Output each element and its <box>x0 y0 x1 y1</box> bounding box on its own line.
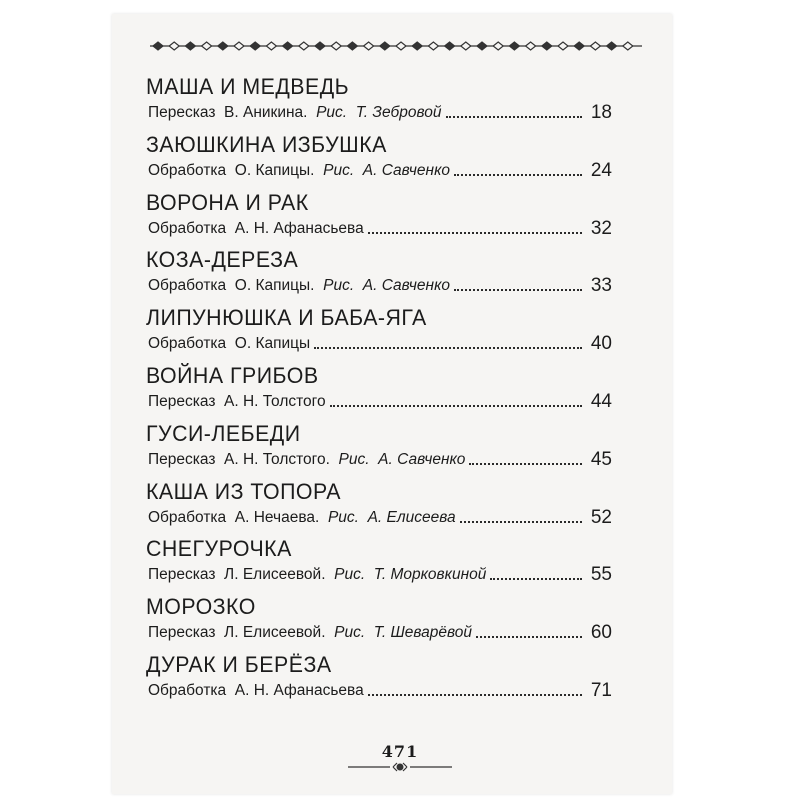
entry-page-number: 18 <box>590 102 612 123</box>
entry-page-number: 32 <box>590 217 612 239</box>
entry-credit-line <box>148 508 588 528</box>
entry-credit-line <box>148 276 588 296</box>
entry-credit: Обработка О. Капицы. <box>148 277 324 295</box>
dot-leader <box>368 232 582 234</box>
entry-title: ВОРОНА И РАК <box>146 189 309 215</box>
dot-leader <box>368 694 582 696</box>
dot-leader <box>454 289 582 291</box>
entry-credit: Пересказ В. Аникина. <box>148 104 317 121</box>
entry-page-number: 71 <box>590 680 612 701</box>
entry-illustrator: Рис. А. Савченко <box>323 161 451 179</box>
entry-page-number: 60 <box>590 622 612 644</box>
entry-illustrator: Рис. А. Савченко <box>323 277 451 295</box>
entry-page-number: 33 <box>590 275 612 297</box>
entry-credit-line <box>148 565 588 585</box>
entry-title: ЗАЮШКИНА ИЗБУШКА <box>146 131 387 157</box>
entry-page-number: 55 <box>590 564 612 586</box>
entry-page-number: 44 <box>590 391 612 412</box>
entry-credit: Пересказ А. Н. Толстого. <box>148 450 339 468</box>
page-number: 471 <box>381 742 419 761</box>
entry-credit: Обработка А. Нечаева. <box>148 508 328 526</box>
entry-title: СНЕГУРОЧКА <box>146 536 292 562</box>
entry-credit: Обработка А. Н. Афанасьева <box>148 682 364 699</box>
entry-title: КАША ИЗ ТОПОРА <box>146 478 341 504</box>
dot-leader <box>314 347 582 349</box>
entry-credit-line <box>148 161 588 181</box>
footer-ornament-icon <box>340 760 460 774</box>
entry-credit-line <box>148 623 588 643</box>
dot-leader <box>490 578 582 580</box>
entry-credit-line <box>148 103 588 123</box>
entry-title: КОЗА-ДЕРЕЗА <box>146 247 299 273</box>
dot-leader <box>476 636 582 638</box>
entry-title: ВОЙНА ГРИБОВ <box>146 363 319 388</box>
dot-leader <box>330 405 582 407</box>
entry-credit: Пересказ Л. Елисеевой. <box>148 566 335 584</box>
entry-page-number: 40 <box>590 333 612 355</box>
entry-illustrator: Рис. А. Елисеева <box>327 508 456 526</box>
header-ornament-icon <box>150 38 642 54</box>
entry-page-number: 24 <box>590 159 612 181</box>
dot-leader <box>469 463 582 465</box>
entry-illustrator: Рис. Т. Зебровой <box>316 104 442 121</box>
entry-title: ДУРАК И БЕРЁЗА <box>146 652 332 677</box>
entry-credit-line <box>148 681 588 701</box>
entry-credit: Обработка О. Капицы <box>148 335 311 353</box>
entry-illustrator: Рис. Т. Шеварёвой <box>334 624 472 642</box>
entry-illustrator: Рис. А. Савченко <box>338 450 466 468</box>
entry-credit-line <box>148 219 588 239</box>
entry-credit: Обработка А. Н. Афанасьева <box>148 219 364 237</box>
entry-title: МОРОЗКО <box>146 594 256 620</box>
entry-credit-line <box>148 450 588 470</box>
entry-illustrator: Рис. Т. Морковкиной <box>334 566 487 584</box>
dot-leader <box>460 521 582 523</box>
entry-title: ГУСИ-ЛЕБЕДИ <box>146 420 301 446</box>
entry-credit: Пересказ А. Н. Толстого <box>148 393 326 410</box>
entry-title: ЛИПУНЮШКА И БАБА-ЯГА <box>146 305 427 331</box>
entry-credit-line <box>148 392 588 412</box>
entry-title: МАША И МЕДВЕДЬ <box>146 74 350 99</box>
entry-credit-line <box>148 334 588 354</box>
entry-page-number: 52 <box>590 506 612 528</box>
dot-leader <box>446 116 582 118</box>
entry-credit: Обработка О. Капицы. <box>148 161 324 179</box>
entry-credit: Пересказ Л. Елисеевой. <box>148 624 335 642</box>
dot-leader <box>454 174 582 176</box>
entry-page-number: 45 <box>590 448 612 470</box>
